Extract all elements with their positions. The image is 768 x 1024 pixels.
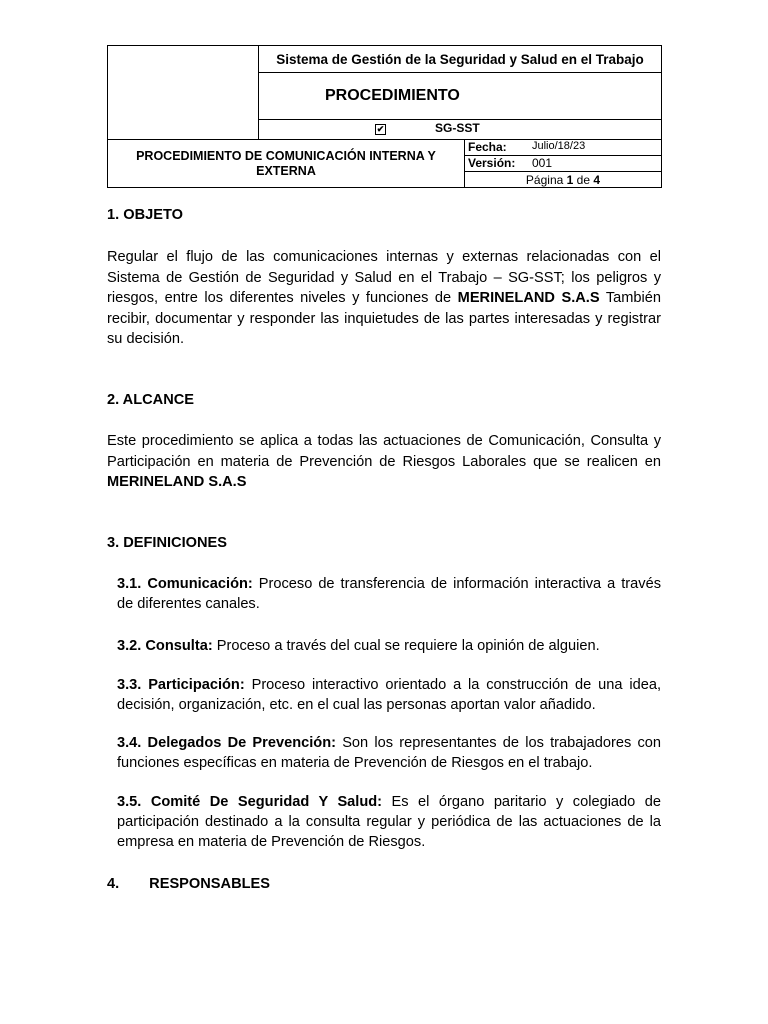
- date-label: Fecha:: [468, 140, 507, 154]
- version-value: 001: [532, 156, 553, 170]
- definition-item: 3.3. Participación: Proceso interactivo orientado a la construcción de una idea, decisión, organización, etc. en el cual las personas aportan valor añadido.: [117, 677, 661, 713]
- page-total: 4: [593, 172, 601, 187]
- version-row: [465, 156, 662, 172]
- version-label: Versión:: [468, 156, 516, 170]
- system-title: Sistema de Gestión de la Seguridad y Salud en el Trabajo: [259, 46, 662, 73]
- document-type: PROCEDIMIENTO: [259, 73, 662, 120]
- logo-cell: [108, 46, 259, 140]
- company-name: MERINELAND S.A.S: [457, 290, 600, 306]
- code-cell: [259, 120, 662, 140]
- document-code: SG-SST: [435, 121, 480, 135]
- page-word: Página: [525, 172, 564, 187]
- document-title: PROCEDIMIENTO DE COMUNICACIÓN INTERNA Y EXTERNA: [108, 140, 465, 188]
- alcance-paragraph: Este procedimiento se aplica a todas las actuaciones de Comunicación, Consulta y Participación en materia de Prevención de Riesgos Laborales que se realicen en MERINELAND S.A.S: [107, 433, 661, 490]
- date-row: [465, 140, 662, 156]
- page-of: de: [576, 172, 591, 187]
- definition-item: 3.2. Consulta: Proceso a través del cual se requiere la opinión de alguien.: [117, 638, 600, 654]
- definition-item: 3.5. Comité De Seguridad Y Salud: Es el órgano paritario y colegiado de participación destinado a la consulta regular y periódica de las actuaciones de la empresa en materia de Prevención de Riesgos.: [117, 794, 662, 850]
- definition-item: 3.4. Delegados De Prevención: Son los representantes de los trabajadores con funciones específicas en materia de Prevención de Riesgos en el trabajo.: [117, 735, 661, 771]
- section-heading-alcance: 2. ALCANCE: [107, 392, 195, 408]
- checkbox-icon: ✔: [376, 124, 385, 134]
- document-header-table: [107, 45, 662, 188]
- section-heading-responsables: 4. RESPONSABLES: [107, 876, 270, 892]
- section-heading-objeto: 1. OBJETO: [107, 207, 183, 223]
- company-name: MERINELAND S.A.S: [107, 474, 247, 490]
- section-heading-definiciones: 3. DEFINICIONES: [107, 535, 228, 551]
- page-current: 1: [566, 172, 574, 187]
- definition-item: 3.1. Comunicación: Proceso de transferencia de información interactiva a través de diferentes canales.: [117, 576, 661, 612]
- objeto-paragraph: Regular el flujo de las comunicaciones internas y externas relacionadas con el Sistema de Gestión de Seguridad y Salud en el Trabajo – SG-SST; los peligros y riesgos, entre los diferentes niveles y funciones de MERINELAND S.A.S También recibir, documentar y responder las inquietudes de las partes interesadas y registrar su decisión.: [107, 249, 661, 347]
- date-value: Julio/18/23: [532, 140, 586, 152]
- page-indicator: [465, 172, 662, 188]
